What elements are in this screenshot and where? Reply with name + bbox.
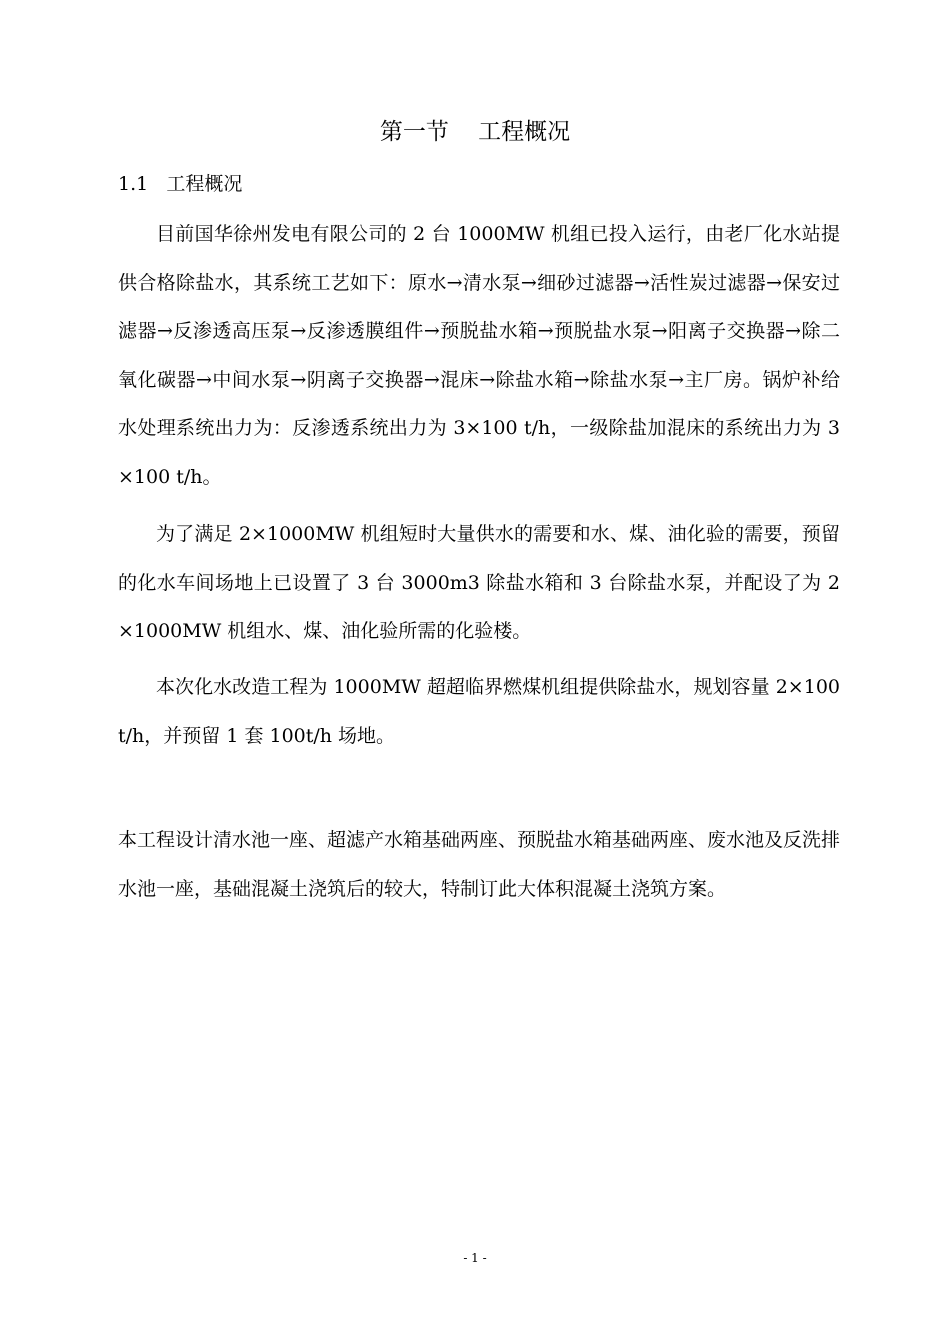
section-heading: 1.1 工程概况 bbox=[118, 173, 243, 195]
page-number: - 1 - bbox=[463, 1251, 487, 1265]
paragraph-water-supply: 为了满足 2×1000MW 机组短时大量供水的需要和水、煤、油化验的需要，预留的化水车间场地上已设置了 3 台 3000m3 除盐水箱和 3 台除盐水泵，并配设了为 2×1000MW 机组水、煤、油化验所需的化验楼。 bbox=[118, 523, 840, 642]
page-title: 第一节 工程概况 bbox=[379, 119, 571, 145]
paragraph-project-scope: 本次化水改造工程为 1000MW 超超临界燃煤机组提供除盐水，规划容量 2×100t/h，并预留 1 套 100t/h 场地。 bbox=[118, 676, 840, 747]
paragraph-construction-plan: 本工程设计清水池一座、超滤产水箱基础两座、预脱盐水箱基础两座、废水池及反洗排水池一座，基础混凝土浇筑后的较大，特制订此大体积混凝土浇筑方案。 bbox=[118, 829, 841, 900]
paragraph-system-overview: 目前国华徐州发电有限公司的 2 台 1000MW 机组已投入运行，由老厂化水站提供合格除盐水，其系统工艺如下：原水→清水泵→细砂过滤器→活性炭过滤器→保安过滤器→反渗透高压泵→反渗透膜组件→预脱盐水箱→预脱盐水泵→阳离子交换器→除二氧化碳器→中间水泵→阴离子交换器→混床→除盐水箱→除盐水泵→主厂房。锅炉补给水处理系统出力为：反渗透系统出力为 3×100 t/h，一级除盐加混床的系统出力为 3×100 t/h。 bbox=[118, 223, 840, 488]
